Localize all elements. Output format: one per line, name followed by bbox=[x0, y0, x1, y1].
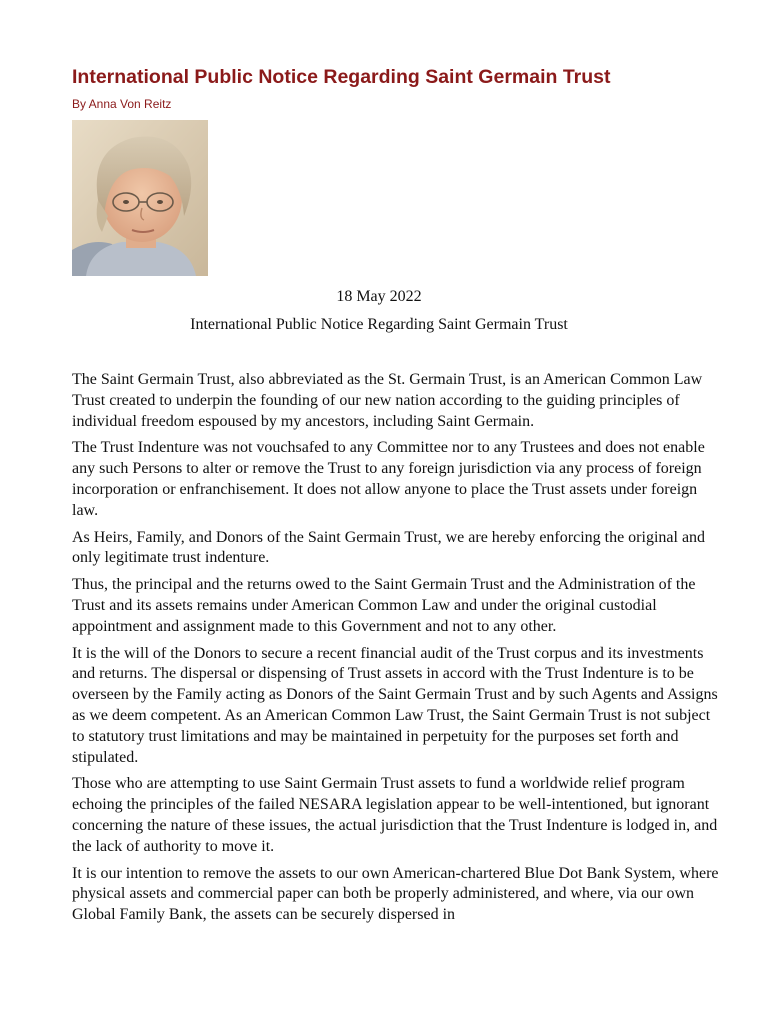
paragraph: The Trust Indenture was not vouchsafed to any Committee nor to any Trustees and does not enable any such Persons to alter or remove the Trust to any foreign jurisdiction via any process of foreign incorporation or enfranchisement. It does not allow anyone to place the Trust assets under foreign law. bbox=[72, 439, 705, 519]
paragraph: Those who are attempting to use Saint Germain Trust assets to fund a worldwide relief program echoing the principles of the failed NESARA legislation appear to be well-intentioned, but ignorant concerning the nature of these issues, the actual jurisdiction that the Trust Indenture is lodged in, and the lack of authority to move it. bbox=[72, 775, 718, 855]
paragraph: As Heirs, Family, and Donors of the Saint Germain Trust, we are hereby enforcing the original and only legitimate trust indenture. bbox=[72, 528, 706, 567]
notice-heading: International Public Notice Regarding Saint Germain Trust bbox=[190, 316, 568, 333]
paragraph: The Saint Germain Trust, also abbreviated as the St. Germain Trust, is an American Common Law Trust created to underpin the founding of our new nation according to the guiding principles of individual freedom espoused by my ancestors, including Saint Germain. bbox=[72, 371, 703, 430]
article-title: International Public Notice Regarding Saint Germain Trust bbox=[72, 66, 611, 88]
article-body bbox=[72, 370, 724, 932]
author-byline: By Anna Von Reitz bbox=[72, 97, 172, 111]
paragraph: It is our intention to remove the assets to our own American-chartered Blue Dot Bank System, where physical assets and commercial paper can both be properly administered, and where, via our own Global Family Bank, the assets can be securely dispersed in bbox=[72, 864, 719, 924]
paragraph: Thus, the principal and the returns owed to the Saint Germain Trust and the Administration of the Trust and its assets remains under American Common Law and under the original custodial appointment and assignment made to this Government and not to any other. bbox=[72, 576, 696, 635]
author-portrait bbox=[72, 120, 208, 276]
notice-date: 18 May 2022 bbox=[336, 288, 422, 305]
paragraph: It is the will of the Donors to secure a recent financial audit of the Trust corpus and its investments and returns. The dispersal or dispensing of Trust assets in accord with the Trust Indenture is to be overseen by the Family acting as Donors of the Saint Germain Trust and by such Agents and Assigns as we deem competent. As an American Common Law Trust, the Saint Germain Trust is not subject to statutory trust limitations and may be maintained in perpetuity for the purposes set forth and stipulated. bbox=[72, 644, 718, 766]
